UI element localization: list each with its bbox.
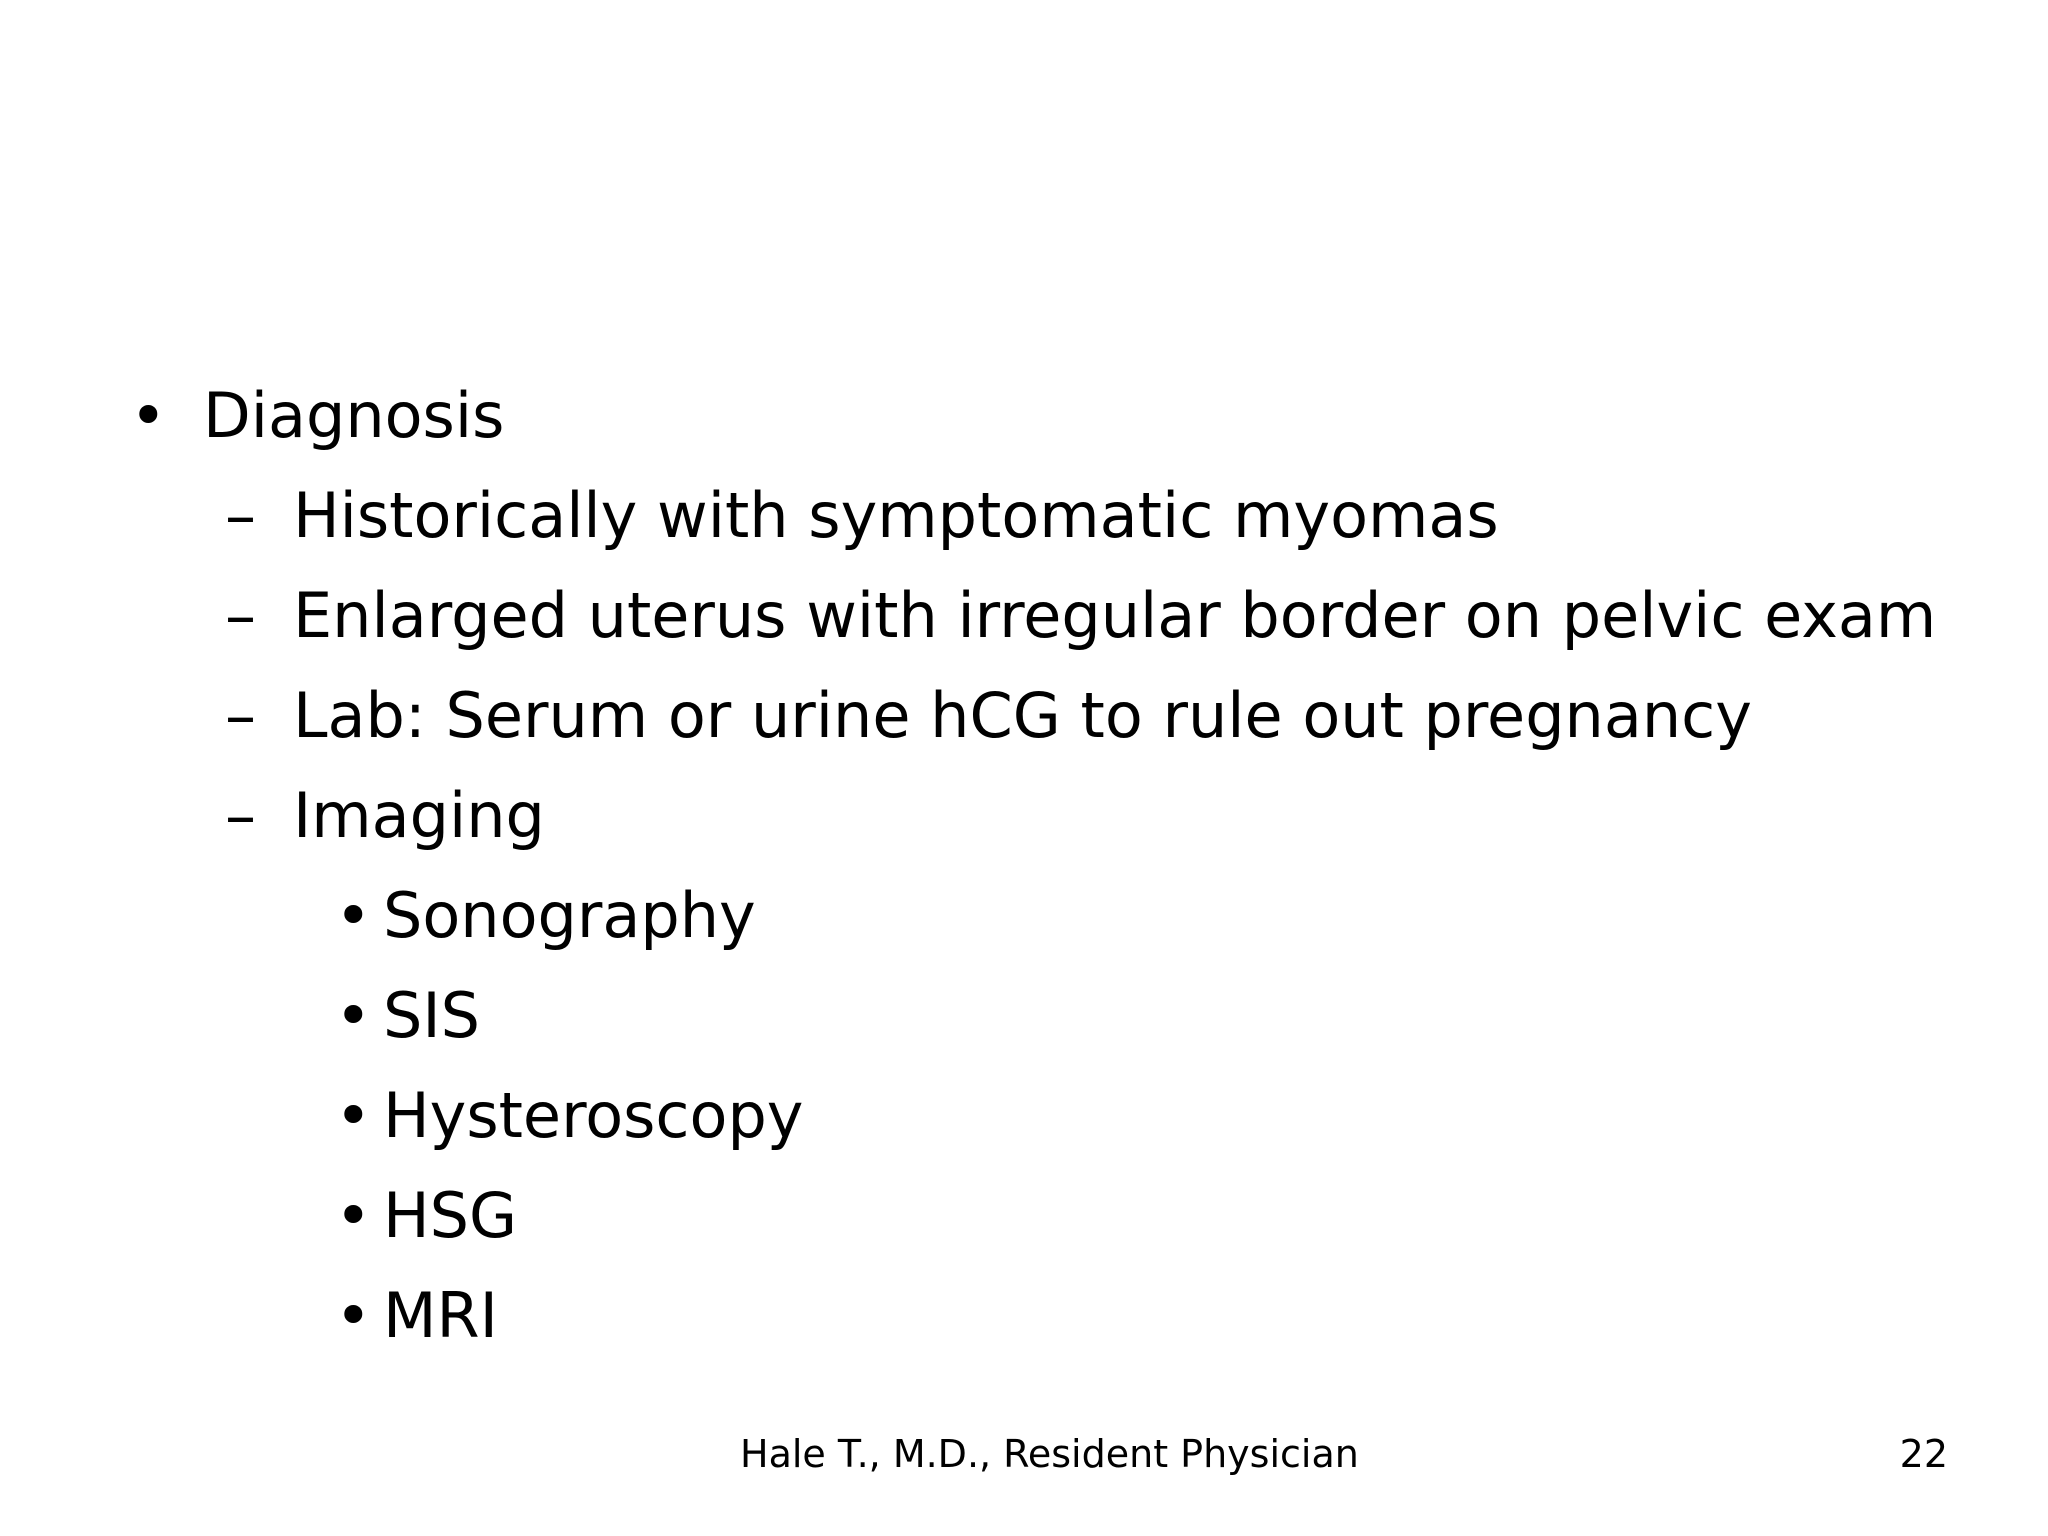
sub-sub-bullet-mri <box>335 1279 498 1352</box>
page-number: 22 <box>1899 1432 1948 1476</box>
bullet-diagnosis <box>130 379 505 452</box>
sub-bullet-text: Historically with symptomatic myomas <box>293 479 1499 552</box>
sub-sub-bullet-text: MRI <box>383 1279 498 1352</box>
bullet-marker: • <box>335 1079 372 1152</box>
dash-marker: – <box>225 679 256 752</box>
sub-bullet-text: Lab: Serum or urine hCG to rule out pregnancy <box>293 679 1752 752</box>
sub-bullet-imaging <box>225 779 545 852</box>
sub-sub-bullet-text: Hysteroscopy <box>383 1079 804 1152</box>
sub-bullet-lab <box>225 679 1752 752</box>
bullet-marker: • <box>335 1279 372 1352</box>
sub-bullet-enlarged-uterus <box>225 579 1937 652</box>
dash-marker: – <box>225 479 256 552</box>
sub-sub-bullet-sonography <box>335 879 756 952</box>
sub-bullet-text: Imaging <box>293 779 545 852</box>
sub-bullet-text: Enlarged uterus with irregular border on pelvic exam <box>293 579 1937 652</box>
sub-bullet-historically <box>225 479 1499 552</box>
sub-sub-bullet-text: Sonography <box>383 879 756 952</box>
sub-sub-bullet-text: SIS <box>383 979 480 1052</box>
bullet-marker: • <box>335 879 372 952</box>
dash-marker: – <box>225 579 256 652</box>
sub-sub-bullet-hysteroscopy <box>335 1079 804 1152</box>
sub-sub-bullet-hsg <box>335 1179 518 1252</box>
bullet-marker: • <box>335 979 372 1052</box>
footer-author: Hale T., M.D., Resident Physician <box>740 1432 1359 1476</box>
bullet-text: Diagnosis <box>203 379 505 452</box>
dash-marker: – <box>225 779 256 852</box>
bullet-marker: • <box>335 1179 372 1252</box>
sub-sub-bullet-text: HSG <box>383 1179 518 1252</box>
bullet-marker: • <box>130 379 167 452</box>
sub-sub-bullet-sis <box>335 979 480 1052</box>
